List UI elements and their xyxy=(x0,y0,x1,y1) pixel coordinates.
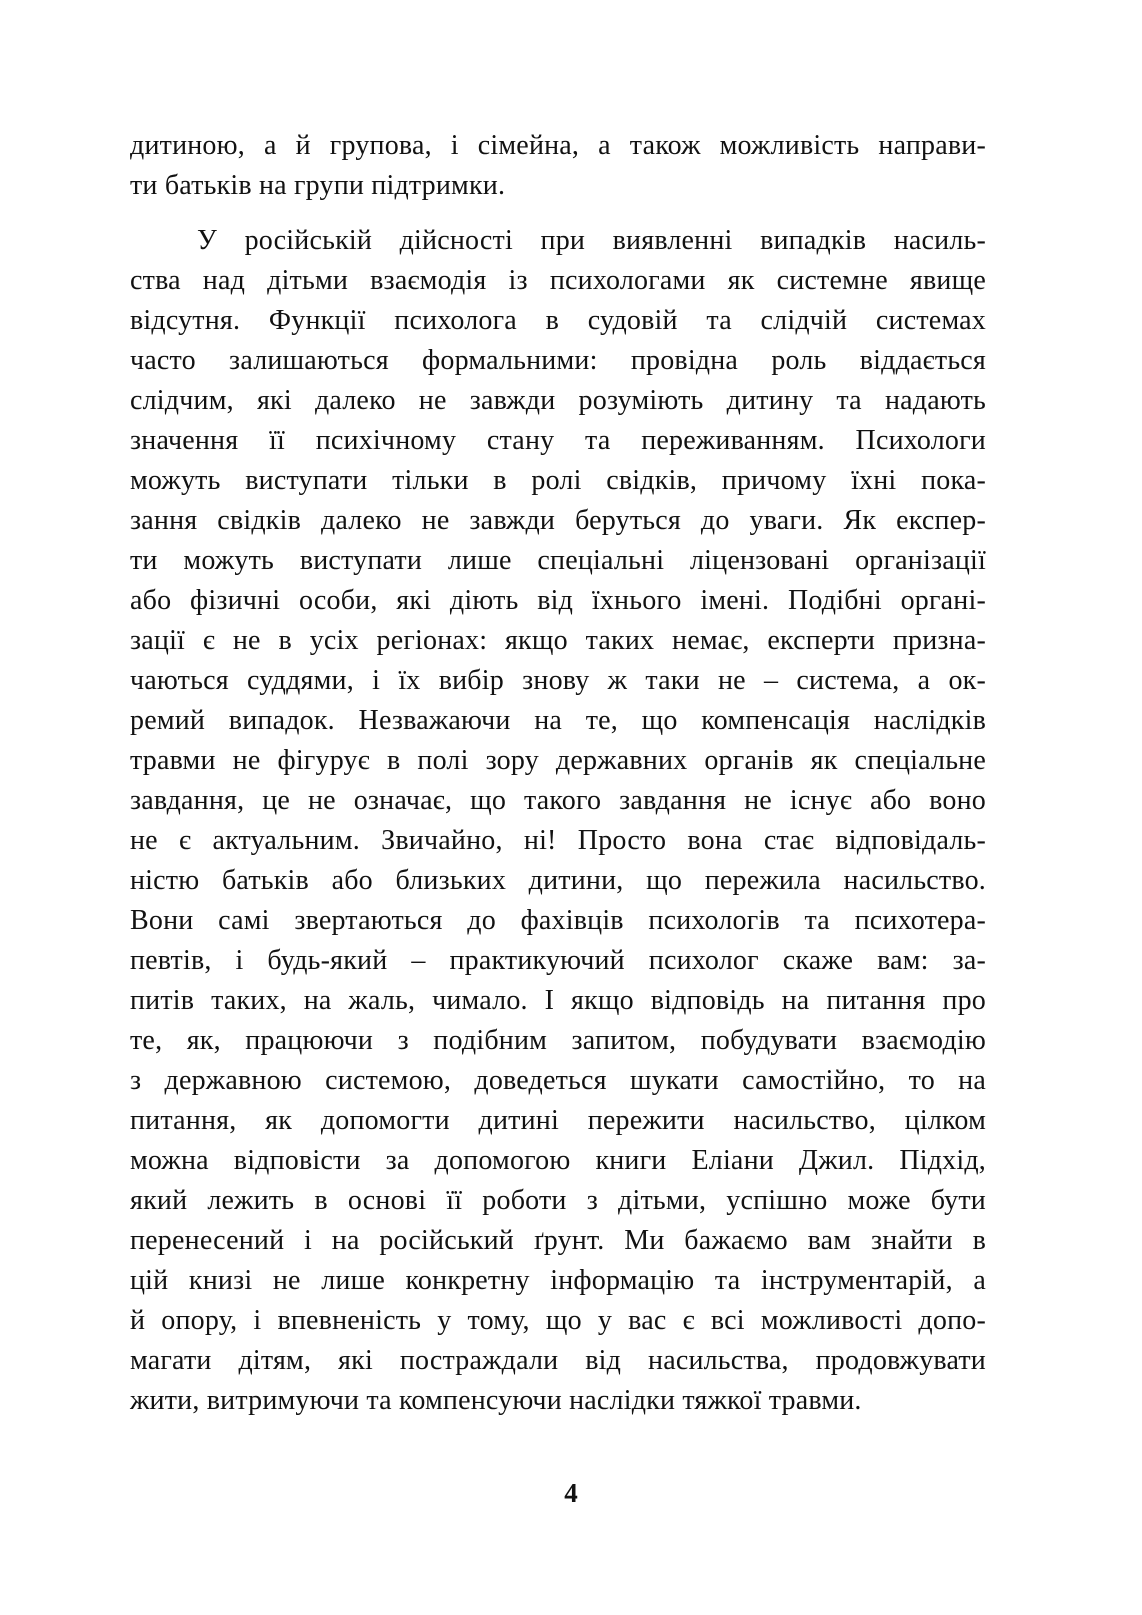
text-line: ремий випадок. Незважаючи на те, що компенсація наслідків xyxy=(130,705,986,736)
text-line: дитиною, а й групова, і сімейна, а також можливість направи- xyxy=(130,130,986,161)
page-body xyxy=(130,126,986,1421)
text-line: можуть виступати тільки в ролі свідків, причому їхні пока- xyxy=(130,465,986,496)
text-line: Вони самі звертаються до фахівців психологів та психотера- xyxy=(130,905,986,936)
text-line: відсутня. Функції психолога в судовій та слідчій системах xyxy=(130,305,986,336)
text-line: й опору, і впевненість у тому, що у вас є всі можливості допо- xyxy=(130,1305,986,1336)
text-line: У російській дійсності при виявленні випадків насиль- xyxy=(197,225,986,256)
text-line: можна відповісти за допомогою книги Еліани Джил. Підхід, xyxy=(130,1145,986,1176)
text-line: зації є не в усіх регіонах: якщо таких немає, експерти призна- xyxy=(130,625,986,656)
text-line: який лежить в основі її роботи з дітьми, успішно може бути xyxy=(130,1185,986,1216)
text-line: не є актуальним. Звичайно, ні! Просто вона стає відповідаль- xyxy=(130,825,986,856)
text-line: завдання, це не означає, що такого завдання не існує або воно xyxy=(130,785,986,816)
text-line: перенесений і на російський ґрунт. Ми бажаємо вам знайти в xyxy=(130,1225,986,1256)
page-footer xyxy=(0,1478,1142,1509)
text-line: жити, витримуючи та компенсуючи наслідки тяжкої травми. xyxy=(130,1385,862,1416)
text-line: магати дітям, які постраждали від насильства, продовжувати xyxy=(130,1345,986,1376)
text-line: значення її психічному стану та переживанням. Психологи xyxy=(130,425,986,456)
text-line: питів таких, на жаль, чимало. І якщо відповідь на питання про xyxy=(130,985,986,1016)
paragraph xyxy=(130,126,986,206)
text-line: певтів, і будь-який – практикуючий психолог скаже вам: за- xyxy=(130,945,986,976)
text-line: ти батьків на групи підтримки. xyxy=(130,170,506,201)
text-line: питання, як допомогти дитині пережити насильство, цілком xyxy=(130,1105,986,1136)
text-line: часто залишаються формальними: провідна роль віддається xyxy=(130,345,986,376)
text-line: слідчим, які далеко не завжди розуміють дитину та надають xyxy=(130,385,986,416)
text-line: ти можуть виступати лише спеціальні ліцензовані організації xyxy=(130,545,986,576)
text-line: ства над дітьми взаємодія із психологами як системне явище xyxy=(130,265,986,296)
text-line: цій книзі не лише конкретну інформацію та інструментарій, а xyxy=(130,1265,986,1296)
text-line: з державною системою, доведеться шукати самостійно, то на xyxy=(130,1065,986,1096)
text-line: те, як, працюючи з подібним запитом, побудувати взаємодію xyxy=(130,1025,986,1056)
text-line: травми не фігурує в полі зору державних органів як спеціальне xyxy=(130,745,986,776)
text-line: або фізичні особи, які діють від їхнього імені. Подібні органі- xyxy=(130,585,986,616)
text-line: чаються суддями, і їх вибір знову ж таки не – система, а ок- xyxy=(130,665,986,696)
page-number: 4 xyxy=(564,1478,578,1508)
text-line: ністю батьків або близьких дитини, що пережила насильство. xyxy=(130,865,986,896)
paragraph xyxy=(130,221,986,1421)
text-line: зання свідків далеко не завжди беруться до уваги. Як експер- xyxy=(130,505,986,536)
